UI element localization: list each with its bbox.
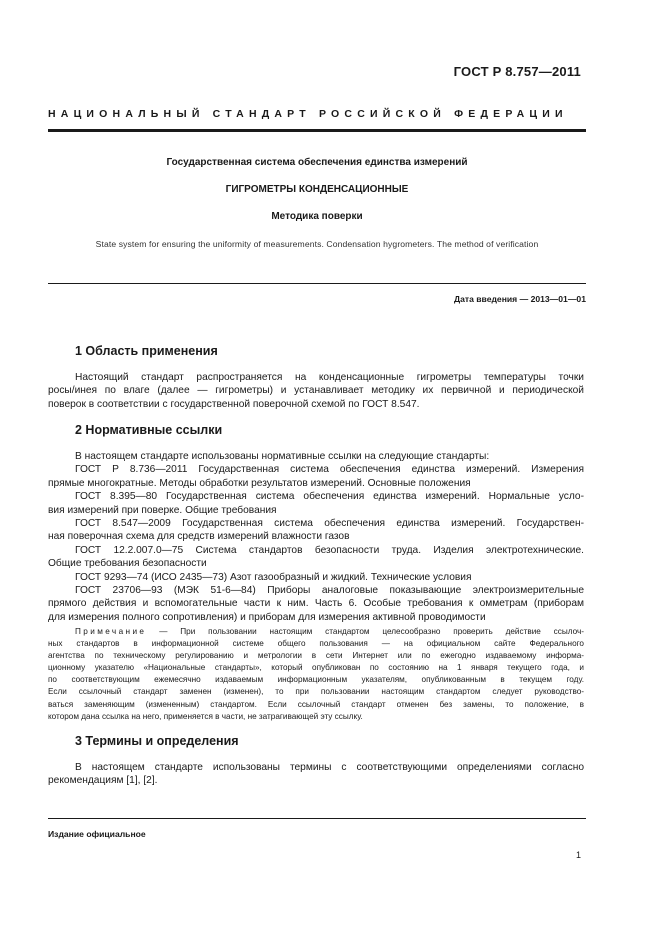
national-standard-banner: НАЦИОНАЛЬНЫЙ СТАНДАРТ РОССИЙСКОЙ ФЕДЕРАЦИИ [48,108,568,120]
text-line: ГОСТ 12.2.007.0—75 Система стандартов безопасности труда. Изделия электротехнические. [75,544,584,556]
section-1-heading: 1 Область применения [75,344,218,358]
note-line: Если ссылочный стандарт заменен (изменен), то при пользовании настоящим стандартом следует руководство- [48,687,584,697]
text-line: для измерения полного сопротивления) и приборам для измерения активной проводимости [48,611,486,623]
text-line: прямые многократные. Методы обработки результатов измерений. Основные положения [48,477,471,489]
text-line: вия измерений при поверке. Общие требования [48,504,277,516]
header-rule [48,129,586,132]
note-line: котором дана ссылка на него, применяется в части, не затрагивающей эту ссылку. [48,711,363,721]
note-line: ваться заменяющим (измененным) стандартом. Если ссылочный стандарт отменен без замены, то положение, в [48,699,584,709]
text-line: прямого действия и вспомогательные части к ним. Часть 6. Особые требования к омметрам (приборам [48,598,584,610]
text-line: Настоящий стандарт распространяется на конденсационные гигрометры температуры точки [75,372,584,383]
text-line: ная поверочная схема для средств измерений влажности газов [48,531,350,543]
section-2-heading: 2 Нормативные ссылки [75,423,223,437]
standard-code: ГОСТ Р 8.757—2011 [453,64,581,79]
text-line: поверок в соответствии с государственной поверочной схемой по ГОСТ 8.547. [48,398,420,410]
text-line: ГОСТ 8.547—2009 Государственная система обеспечения единства измерений. Государствен- [75,518,584,530]
edition-label: Издание официальное [48,829,146,839]
text-line: ГОСТ 9293—74 (ИСО 2435—73) Азот газообразный и жидкий. Технические условия [75,571,472,583]
note-block [48,626,584,723]
note-line: по соответствующим ежемесячно издаваемым информационным указателям, опубликованным в текущем году. [48,675,584,685]
text-line: рекомендациям [1], [2]. [48,775,158,787]
introduction-date: Дата введения — 2013—01—01 [453,294,586,304]
section-1-text [48,371,584,411]
section-3-heading: 3 Термины и определения [75,734,239,748]
text-line: В настоящем стандарте использованы термины с соответствующими определениями согласно [75,762,584,773]
page-number: 1 [575,850,581,860]
footer-rule [48,818,586,819]
title-sub: Методика поверки [271,211,363,222]
text-line: ГОСТ 8.395—80 Государственная система обеспечения единства измерений. Нормальные усло- [75,491,584,503]
text-line: росы/инея по влаге (далее — гигрометры) и устанавливает методику их первичной и периодической [48,385,584,397]
note-line [48,626,584,638]
title-rule [48,283,586,284]
section-2-text [48,450,584,624]
text-line: Общие требования безопасности [48,558,207,570]
note-text: — При пользовании настоящим стандартом целесообразно проверить действие ссылоч- [159,627,584,636]
text-line: В настоящем стандарте использованы нормативные ссылки на следующие стандарты: [75,451,490,462]
note-label: Примечание [75,627,147,636]
text-line: ГОСТ Р 8.736—2011 Государственная система обеспечения единства измерений. Измерения [75,464,584,476]
section-3-text [48,761,584,788]
text-line: ГОСТ 23706—93 (МЭК 51-6—84) Приборы аналоговые показывающие электроизмерительные [75,585,584,597]
title-system: Государственная система обеспечения единства измерений [166,157,468,168]
note-line: ционному указателю «Национальные стандарты», который опубликован по состоянию на 1 января текущего года, и [48,663,584,673]
note-line: ных стандартов в информационной системе общего пользования — на официальном сайте Федерального [48,639,584,649]
note-line: агентства по техническому регулированию и метрологии в сети Интернет или по ежегодно издаваемому информа- [48,651,584,661]
title-main: ГИГРОМЕТРЫ КОНДЕНСАЦИОННЫЕ [225,184,409,195]
title-english: State system for ensuring the uniformity of measurements. Condensation hygrometers. The method of verification [95,239,539,249]
